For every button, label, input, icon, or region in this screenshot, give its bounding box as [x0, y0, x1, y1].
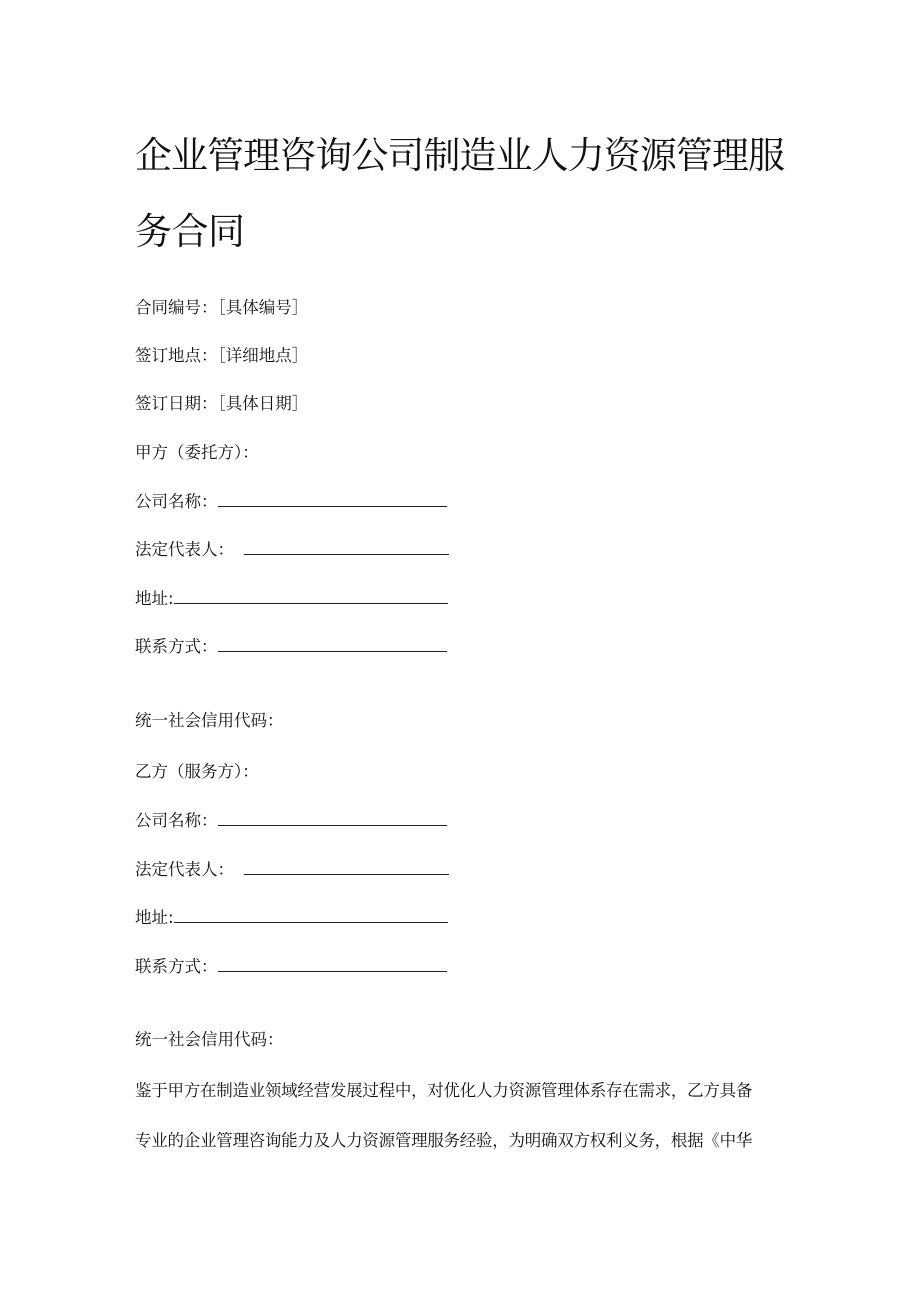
party-a-rep-blank[interactable] — [244, 538, 449, 555]
signing-place-field — [135, 345, 308, 367]
document-title-line-1: 企业管理咨询公司制造业人力资源管理服 — [135, 134, 785, 177]
party-b-address-label: 地址: — [135, 908, 174, 927]
preamble-line-2: 专业的企业管理咨询能力及人力资源管理服务经验，为明确双方权利义务，根据《中华 — [135, 1131, 753, 1150]
party-a-company-blank[interactable] — [218, 490, 447, 507]
contract-number-label: 合同编号： — [135, 298, 218, 317]
signing-place-label: 签订地点： — [135, 346, 218, 365]
party-a-rep-field — [135, 538, 449, 561]
signing-date-value: ［具体日期］ — [217, 394, 309, 413]
party-b-company-label: 公司名称： — [135, 811, 218, 830]
signing-date-field — [135, 393, 308, 415]
party-a-address-label: 地址: — [135, 589, 174, 608]
party-b-contact-field — [135, 955, 447, 978]
party-b-rep-field — [135, 858, 449, 881]
party-a-rep-label: 法定代表人： — [135, 540, 234, 559]
party-a-contact-label: 联系方式： — [135, 637, 218, 656]
party-b-contact-blank[interactable] — [218, 955, 447, 972]
party-a-company-label: 公司名称： — [135, 492, 218, 511]
signing-place-value: ［详细地点］ — [217, 346, 309, 365]
party-b-credit-code: 统一社会信用代码： — [135, 1030, 284, 1049]
party-b-company-blank[interactable] — [218, 809, 447, 826]
preamble-line-1: 鉴于甲方在制造业领域经营发展过程中，对优化人力资源管理体系存在需求，乙方具备 — [135, 1081, 753, 1100]
document-title-line-2: 务合同 — [135, 210, 245, 253]
party-a-heading: 甲方（委托方）： — [135, 443, 259, 462]
party-b-address-blank[interactable] — [174, 906, 448, 923]
contract-number-value: ［具体编号］ — [217, 298, 309, 317]
party-a-credit-code: 统一社会信用代码： — [135, 711, 284, 730]
party-b-heading: 乙方（服务方）： — [135, 762, 259, 781]
party-b-rep-blank[interactable] — [244, 858, 449, 875]
contract-number-field — [135, 297, 308, 319]
party-b-address-field — [135, 906, 448, 929]
party-b-company-field — [135, 809, 447, 832]
party-a-address-blank[interactable] — [174, 587, 448, 604]
party-a-contact-field — [135, 635, 447, 658]
party-b-rep-label: 法定代表人： — [135, 860, 234, 879]
party-a-contact-blank[interactable] — [218, 635, 447, 652]
signing-date-label: 签订日期： — [135, 394, 218, 413]
party-a-company-field — [135, 490, 447, 513]
party-b-contact-label: 联系方式： — [135, 957, 218, 976]
party-a-address-field — [135, 587, 448, 610]
